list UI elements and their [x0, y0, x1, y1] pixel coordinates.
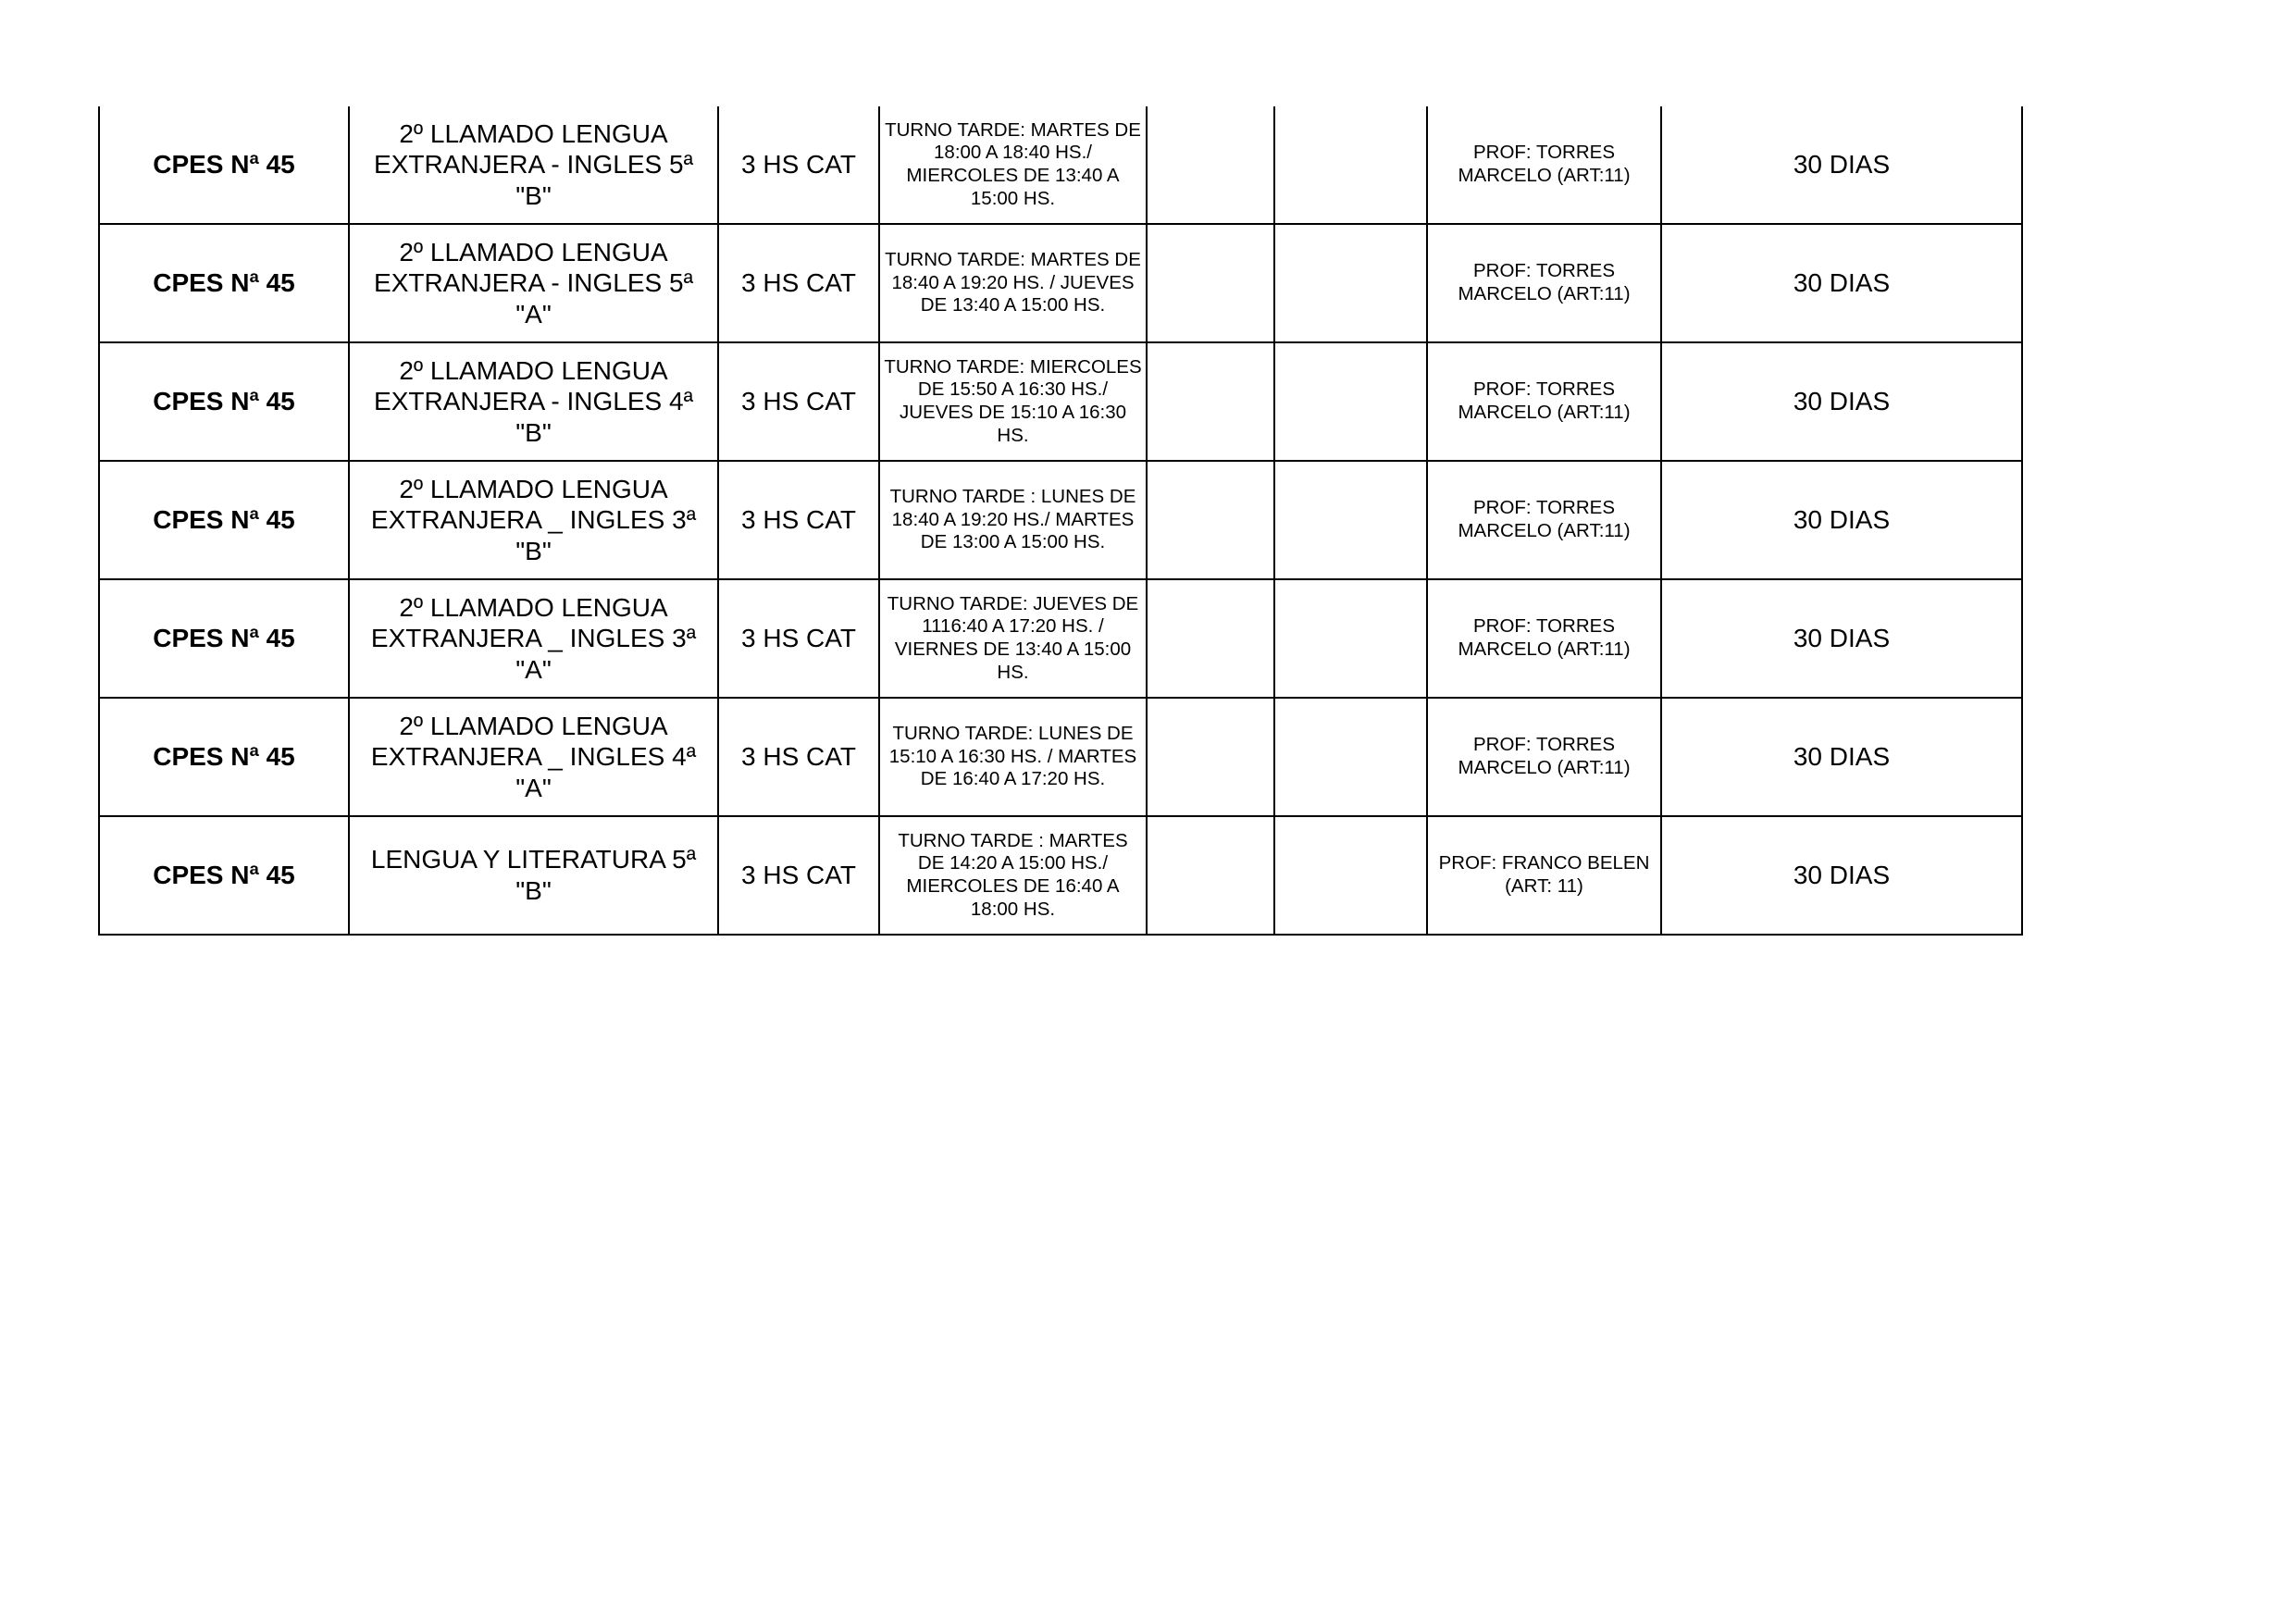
- empty-cell: [1274, 579, 1427, 698]
- duration-cell: 30 DIAS: [1661, 342, 2022, 461]
- teacher-cell: PROF: TORRES MARCELO (ART:11): [1427, 342, 1661, 461]
- subject-cell: 2º LLAMADO LENGUA EXTRANJERA _ INGLES 3ª "A": [349, 579, 718, 698]
- duration-cell: 30 DIAS: [1661, 698, 2022, 816]
- school-cell: CPES Nª 45: [99, 342, 349, 461]
- table-row: [99, 579, 2022, 698]
- school-cell: CPES Nª 45: [99, 461, 349, 579]
- vacancy-table: [98, 106, 2023, 936]
- subject-cell: 2º LLAMADO LENGUA EXTRANJERA _ INGLES 3ª "B": [349, 461, 718, 579]
- empty-cell: [1147, 816, 1274, 935]
- duration-cell: 30 DIAS: [1661, 224, 2022, 342]
- hours-cell: 3 HS CAT: [718, 816, 879, 935]
- duration-cell: 30 DIAS: [1661, 461, 2022, 579]
- empty-cell: [1147, 224, 1274, 342]
- empty-cell: [1274, 698, 1427, 816]
- teacher-cell: PROF: TORRES MARCELO (ART:11): [1427, 461, 1661, 579]
- hours-cell: 3 HS CAT: [718, 342, 879, 461]
- school-cell: CPES Nª 45: [99, 106, 349, 224]
- school-cell: CPES Nª 45: [99, 698, 349, 816]
- empty-cell: [1147, 342, 1274, 461]
- empty-cell: [1274, 461, 1427, 579]
- table-row: [99, 106, 2022, 224]
- schedule-cell: TURNO TARDE: MARTES DE 18:00 A 18:40 HS./ MIERCOLES DE 13:40 A 15:00 HS.: [879, 106, 1147, 224]
- teacher-cell: PROF: FRANCO BELEN (ART: 11): [1427, 816, 1661, 935]
- schedule-cell: TURNO TARDE: LUNES DE 15:10 A 16:30 HS. / MARTES DE 16:40 A 17:20 HS.: [879, 698, 1147, 816]
- schedule-cell: TURNO TARDE: MIERCOLES DE 15:50 A 16:30 HS./ JUEVES DE 15:10 A 16:30 HS.: [879, 342, 1147, 461]
- subject-cell: 2º LLAMADO LENGUA EXTRANJERA - INGLES 4ª "B": [349, 342, 718, 461]
- duration-cell: 30 DIAS: [1661, 106, 2022, 224]
- teacher-cell: PROF: TORRES MARCELO (ART:11): [1427, 698, 1661, 816]
- duration-cell: 30 DIAS: [1661, 579, 2022, 698]
- empty-cell: [1274, 816, 1427, 935]
- empty-cell: [1147, 106, 1274, 224]
- subject-cell: 2º LLAMADO LENGUA EXTRANJERA _ INGLES 4ª "A": [349, 698, 718, 816]
- table-row: [99, 342, 2022, 461]
- schedule-cell: TURNO TARDE : LUNES DE 18:40 A 19:20 HS./ MARTES DE 13:00 A 15:00 HS.: [879, 461, 1147, 579]
- duration-cell: 30 DIAS: [1661, 816, 2022, 935]
- subject-cell: 2º LLAMADO LENGUA EXTRANJERA - INGLES 5ª "A": [349, 224, 718, 342]
- empty-cell: [1274, 224, 1427, 342]
- schedule-cell: TURNO TARDE: JUEVES DE 1116:40 A 17:20 HS. / VIERNES DE 13:40 A 15:00 HS.: [879, 579, 1147, 698]
- hours-cell: 3 HS CAT: [718, 698, 879, 816]
- table-row: [99, 698, 2022, 816]
- teacher-cell: PROF: TORRES MARCELO (ART:11): [1427, 106, 1661, 224]
- subject-cell: 2º LLAMADO LENGUA EXTRANJERA - INGLES 5ª "B": [349, 106, 718, 224]
- school-cell: CPES Nª 45: [99, 579, 349, 698]
- teacher-cell: PROF: TORRES MARCELO (ART:11): [1427, 579, 1661, 698]
- table-row: [99, 816, 2022, 935]
- schedule-cell: TURNO TARDE: MARTES DE 18:40 A 19:20 HS. / JUEVES DE 13:40 A 15:00 HS.: [879, 224, 1147, 342]
- schedule-cell: TURNO TARDE : MARTES DE 14:20 A 15:00 HS./ MIERCOLES DE 16:40 A 18:00 HS.: [879, 816, 1147, 935]
- empty-cell: [1147, 579, 1274, 698]
- hours-cell: 3 HS CAT: [718, 106, 879, 224]
- empty-cell: [1147, 461, 1274, 579]
- subject-cell: LENGUA Y LITERATURA 5ª "B": [349, 816, 718, 935]
- empty-cell: [1147, 698, 1274, 816]
- empty-cell: [1274, 342, 1427, 461]
- hours-cell: 3 HS CAT: [718, 461, 879, 579]
- school-cell: CPES Nª 45: [99, 816, 349, 935]
- hours-cell: 3 HS CAT: [718, 224, 879, 342]
- table-row: [99, 224, 2022, 342]
- table-row: [99, 461, 2022, 579]
- school-cell: CPES Nª 45: [99, 224, 349, 342]
- hours-cell: 3 HS CAT: [718, 579, 879, 698]
- teacher-cell: PROF: TORRES MARCELO (ART:11): [1427, 224, 1661, 342]
- empty-cell: [1274, 106, 1427, 224]
